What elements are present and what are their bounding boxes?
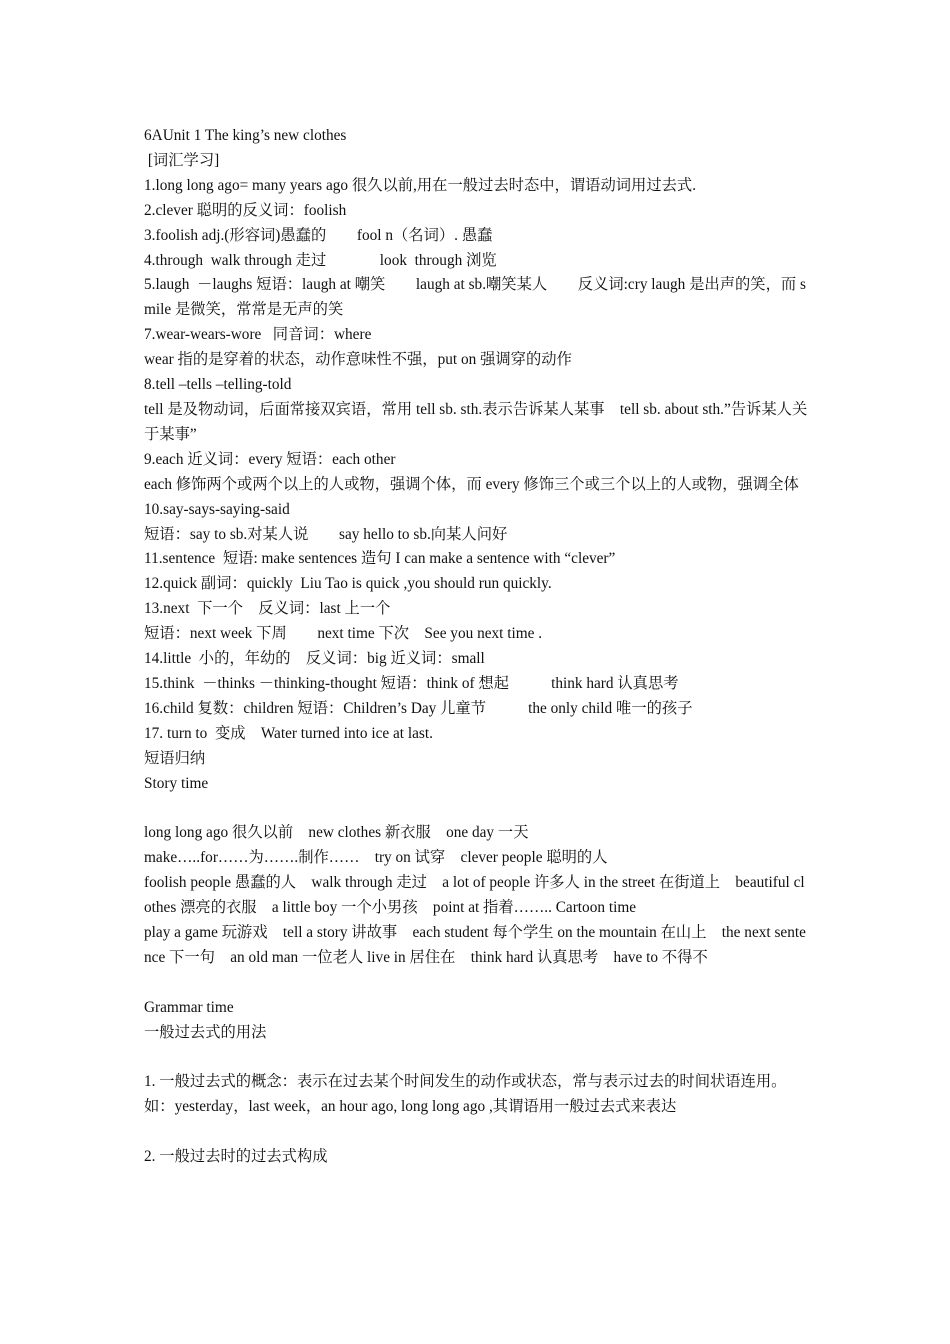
vocab-item-11: 11.sentence 短语: make sentences 造句 I can make a sentence with “clever” [144, 550, 616, 568]
section-heading-vocabulary: [词汇学习] [144, 151, 220, 169]
phrase-line-1: long long ago 很久以前 new clothes 新衣服 one day 一天 [144, 824, 529, 842]
vocab-note-each: each 修饰两个或两个以上的人或物，强调个体，而 every 修饰三个或三个以上的人或物，强调全体 [144, 475, 799, 493]
vocab-note-next: 短语：next week 下周 next time 下次 See you next time . [144, 625, 543, 643]
vocab-item-3: 3.foolish adj.(形容词)愚蠢的 fool n（名词）. 愚蠢 [144, 226, 493, 244]
vocab-item-8: 8.tell –tells –telling-told [144, 376, 292, 394]
vocab-item-17: 17. turn to 变成 Water turned into ice at last. [144, 724, 433, 742]
vocab-item-9: 9.each 近义词：every 短语：each other [144, 450, 396, 468]
vocab-item-15: 15.think －thinks －thinking-thought 短语：think of 想起 think hard 认真思考 [144, 674, 679, 692]
vocab-item-7: 7.wear-wears-wore 同音词：where [144, 326, 372, 344]
vocab-item-12: 12.quick 副词：quickly Liu Tao is quick ,you should run quickly. [144, 575, 552, 593]
blank-line [144, 796, 810, 821]
vocab-item-16: 16.child 复数：children 短语：Children’s Day 儿童节 the only child 唯一的孩子 [144, 699, 693, 717]
blank-line [144, 1046, 810, 1071]
document-body [144, 124, 810, 1170]
section-heading-grammar: Grammar time [144, 998, 234, 1016]
phrase-line-2: make…..for……为…….制作…… try on 试穿 clever people 聪明的人 [144, 849, 608, 867]
grammar-point-2: 2. 一般过去时的过去式构成 [144, 1148, 328, 1166]
vocab-item-14: 14.little 小的，年幼的 反义词：big 近义词：small [144, 650, 485, 668]
blank-line [144, 1120, 810, 1145]
section-heading-phrases: 短语归纳 [144, 749, 206, 767]
grammar-point-1: 1. 一般过去式的概念：表示在过去某个时间发生的动作或状态，常与表示过去的时间状语连用。如：yesterday，last week，an hour ago, long long ago ,其谓语用一般过去式来表达 [144, 1073, 787, 1116]
vocab-note-tell: tell 是及物动词，后面常接双宾语，常用 tell sb. sth.表示告诉某人某事 tell sb. about sth.”告诉某人关于某事” [144, 400, 808, 443]
blank-line [144, 971, 810, 996]
vocab-item-5: 5.laugh －laughs 短语：laugh at 嘲笑 laugh at sb.嘲笑某人 反义词:cry laugh 是出声的笑，而 smile 是微笑，常常是无声的笑 [144, 276, 806, 319]
phrase-line-4: play a game 玩游戏 tell a story 讲故事 each student 每个学生 on the mountain 在山上 the next sentence 下一句 an old man 一位老人 live in 居住在 think hard 认真思考 have to 不得不 [144, 923, 806, 966]
vocab-item-4: 4.through walk through 走过 look through 浏览 [144, 251, 497, 269]
vocab-note-wear: wear 指的是穿着的状态，动作意味性不强，put on 强调穿的动作 [144, 351, 572, 369]
grammar-subtitle: 一般过去式的用法 [144, 1023, 267, 1041]
vocab-item-13: 13.next 下一个 反义词：last 上一个 [144, 600, 391, 618]
vocab-note-say: 短语：say to sb.对某人说 say hello to sb.向某人问好 [144, 525, 508, 543]
subsection-story-time: Story time [144, 774, 209, 792]
vocab-item-1: 1.long long ago= many years ago 很久以前,用在一般过去时态中，谓语动词用过去式. [144, 176, 697, 194]
phrase-line-3: foolish people 愚蠢的人 walk through 走过 a lot of people 许多人 in the street 在街道上 beautiful clothes 漂亮的衣服 a little boy 一个小男孩 point at 指着…….. Cartoon time [144, 874, 805, 917]
vocab-item-10: 10.say-says-saying-said [144, 500, 290, 518]
vocab-item-2: 2.clever 聪明的反义词：foolish [144, 201, 347, 219]
doc-title: 6AUnit 1 The king’s new clothes [144, 127, 347, 144]
